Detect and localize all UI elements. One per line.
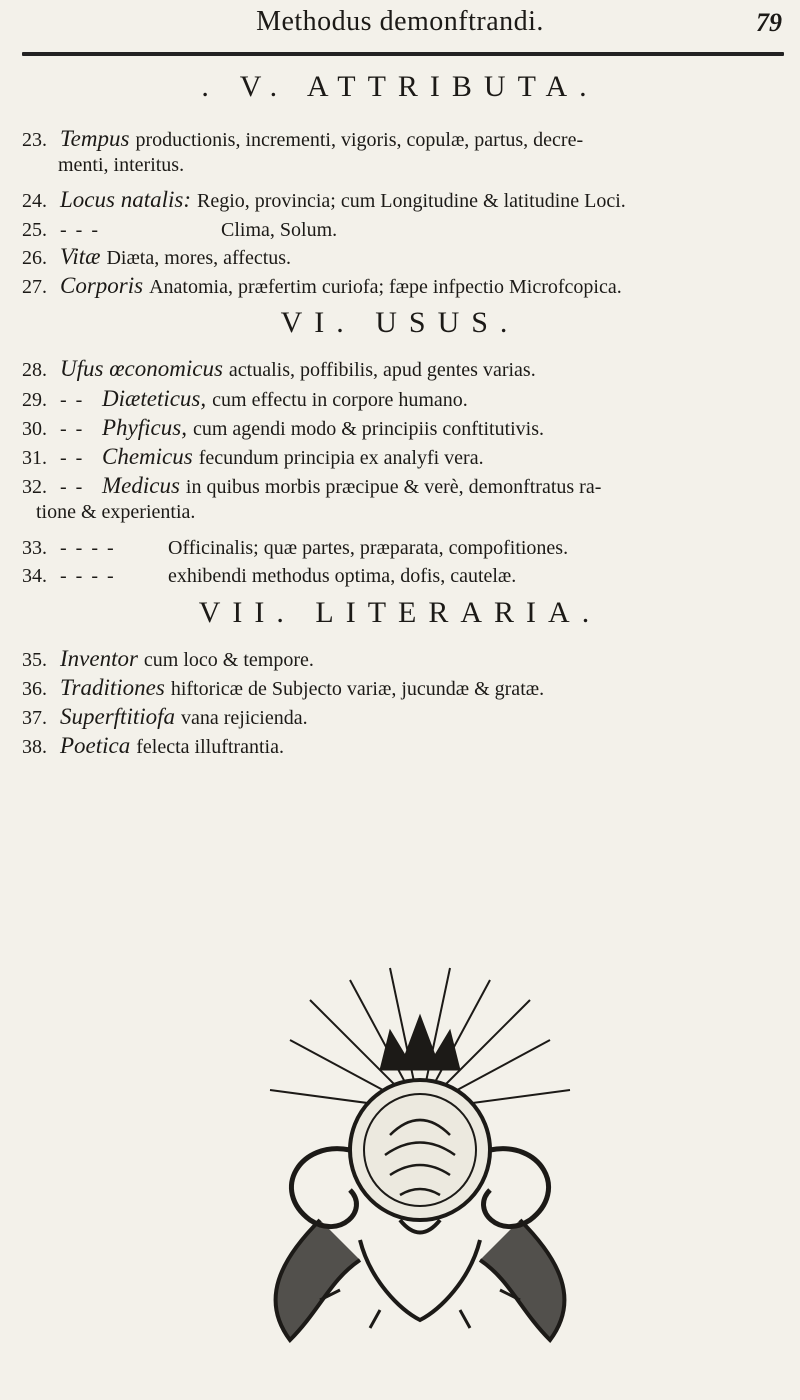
entry-number: 30. [22,418,47,440]
entry-description: felecta illuftrantia. [136,736,284,758]
right-scroll [484,1149,549,1227]
entry-number: 28. [22,359,47,381]
sun-disc [350,1080,490,1220]
list-item [22,216,787,243]
entry-dash: - - [60,476,85,498]
crown-shape [380,1015,460,1070]
entry-description: Clima, Solum. [221,219,338,241]
entry-number: 25. [22,219,47,241]
entry-dash: - - - - [60,537,116,559]
foliage-right [480,1220,564,1340]
page-number: 79 [756,8,782,37]
running-title: Methodus demonftrandi. [256,6,544,37]
entry-term: Phyficus, [102,415,187,440]
entry-description: productionis, incrementi, vigoris, copulæ, partus, decre- [135,129,584,151]
list-item [22,733,787,760]
entry-number: 23. [22,129,47,151]
entry-term: Corporis [60,273,144,298]
entry-description: Anatomia, præfertim curiofa; fæpe infpectio Microfcopica. [149,276,622,298]
entry-description: in quibus morbis præcipue & verè, demonftratus ra- [185,476,602,498]
entry-description: Officinalis; quæ partes, præparata, compofitiones. [168,537,569,559]
entry-description: Regio, provincia; cum Longitudine & latitudine Loci. [196,190,626,212]
foliage-left [276,1220,360,1340]
left-scroll [291,1149,356,1227]
list-item [22,386,787,413]
entry-description: cum agendi modo & principiis conftitutivis. [192,418,545,440]
list-item [22,562,787,589]
entry-term: Tempus [60,126,130,151]
entry-number: 26. [22,247,47,269]
entry-dash: - - - - [60,565,116,587]
entry-term: Ufus œconomicus [60,356,223,381]
list-item [22,244,787,271]
entry-description: actualis, poffibilis, apud gentes varias. [228,359,536,381]
entry-description: hiftoricæ de Subjecto variæ, jucundæ & gratæ. [170,678,545,700]
list-item [22,646,787,673]
list-item [22,273,787,300]
entry-number: 37. [22,707,47,729]
list-item [22,473,787,523]
entry-term: Medicus [102,473,180,498]
entry-number: 35. [22,649,47,671]
entry-dash: - - [60,447,85,469]
section-heading-attributa: . V. ATTRIBUTA. [201,70,599,103]
entry-description: cum effectu in corpore humano. [212,389,468,411]
entry-number: 38. [22,736,47,758]
entry-continuation: tione & experientia. [36,501,196,523]
list-item [22,415,787,442]
entry-continuation: menti, interitus. [58,154,185,176]
entry-number: 34. [22,565,47,587]
section-heading-usus: VI. USUS. [280,306,520,339]
entry-description: cum loco & tempore. [143,649,314,671]
woodcut-vignette [200,960,640,1380]
entry-number: 32. [22,476,47,498]
list-item [22,534,787,561]
entry-dash: - - [60,389,85,411]
list-item [22,356,787,383]
running-head [0,4,800,44]
list-item [22,444,787,471]
header-rule [22,52,784,56]
entry-description: Diæta, mores, affectus. [106,247,292,269]
entry-number: 36. [22,678,47,700]
entry-term: Vitæ [60,244,101,269]
entry-number: 24. [22,190,47,212]
list-item [22,187,787,214]
entry-term: Inventor [60,646,138,671]
section-heading-literaria: VII. LITERARIA. [198,596,602,629]
entry-term: Diæteticus, [102,386,207,411]
entry-term: Poetica [60,733,131,758]
entry-description: fecundum principia ex analyfi vera. [198,447,484,469]
entry-number: 27. [22,276,47,298]
entry-dash: - - - [60,219,100,241]
list-item [22,126,787,176]
entry-description: vana rejicienda. [181,707,308,729]
entry-term: Chemicus [102,444,193,469]
entry-term: Superftitiofa [60,704,175,729]
entry-dash: - - [60,418,85,440]
entry-number: 29. [22,389,47,411]
list-item [22,675,787,702]
entry-description: exhibendi methodus optima, dofis, cautelæ. [168,565,517,587]
entry-number: 31. [22,447,47,469]
entry-number: 33. [22,537,47,559]
entry-term: Traditiones [60,675,165,700]
list-item [22,704,787,731]
entry-term: Locus natalis: [60,187,191,212]
